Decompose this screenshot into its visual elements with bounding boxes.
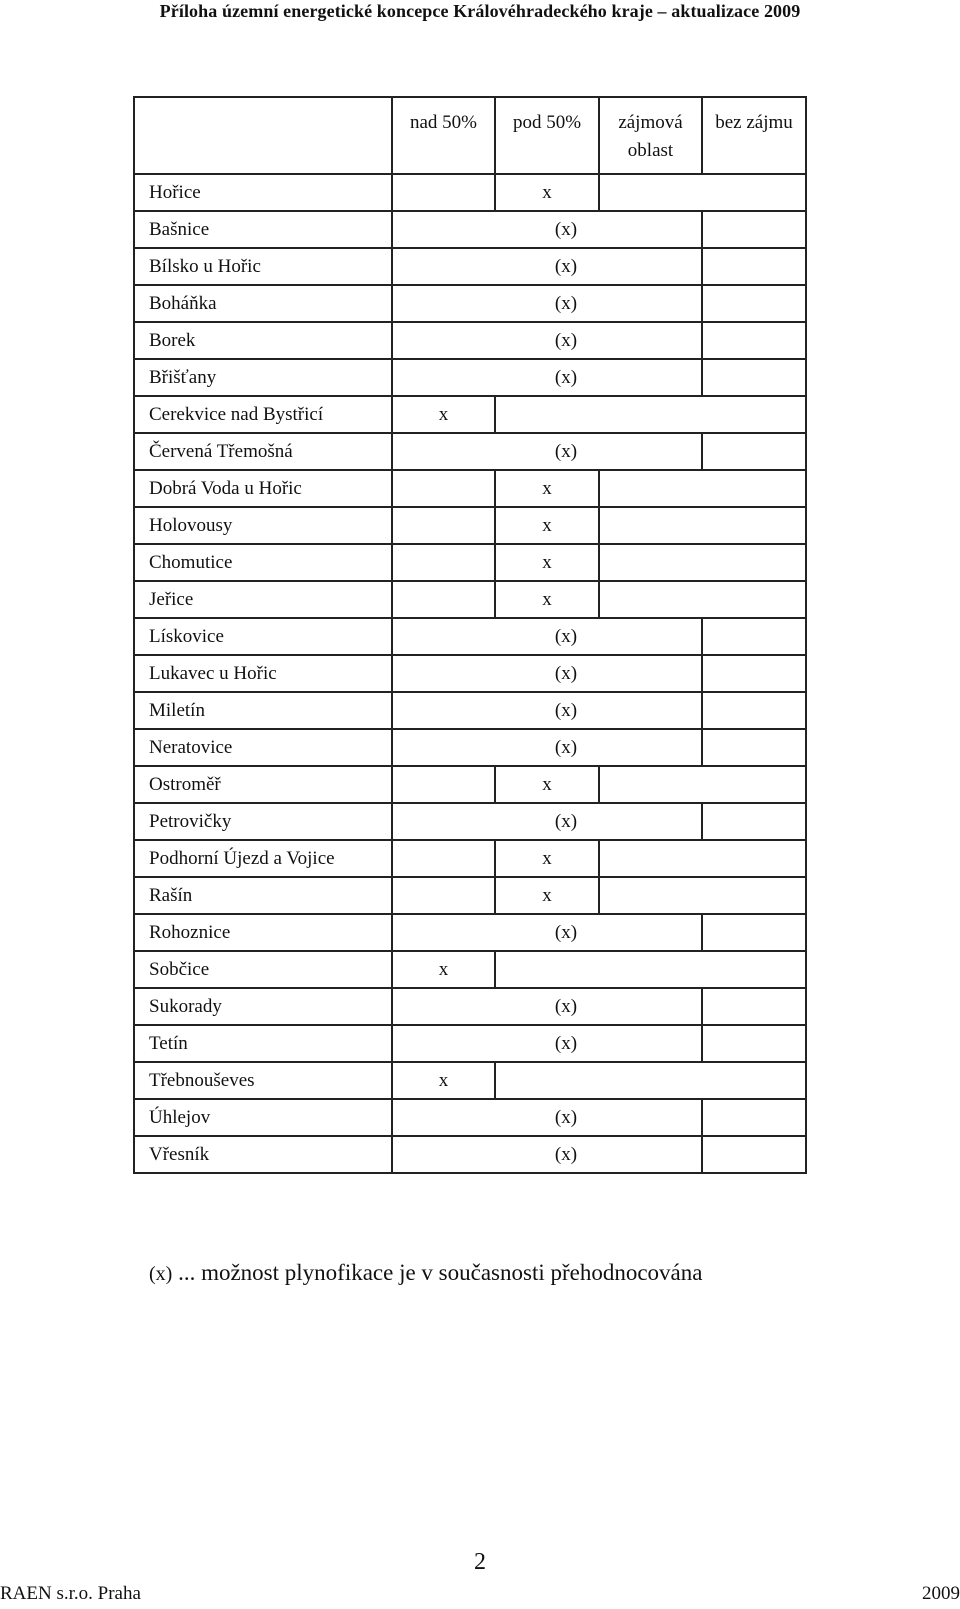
municipality-name: Bílsko u Hořic [134,248,392,285]
empty-cell [599,507,806,544]
municipality-name: Chomutice [134,544,392,581]
table-row [134,1025,806,1062]
mark-cell: (x) [392,1025,702,1062]
mark-cell: x [495,507,599,544]
table-row [134,322,806,359]
mark-cell: (x) [392,285,702,322]
table-row [134,433,806,470]
empty-cell [392,877,495,914]
table-row [134,988,806,1025]
empty-cell [702,655,806,692]
table-row [134,544,806,581]
mark-cell: x [495,174,599,211]
municipality-name: Vřesník [134,1136,392,1173]
empty-cell [599,766,806,803]
table-row [134,766,806,803]
municipality-name: Holovousy [134,507,392,544]
mark-cell: x [495,470,599,507]
municipality-name: Neratovice [134,729,392,766]
column-header: zájmová oblast [599,97,702,174]
empty-cell [599,877,806,914]
table-row [134,729,806,766]
table-row [134,877,806,914]
municipality-name: Tetín [134,1025,392,1062]
mark-cell: (x) [392,359,702,396]
empty-cell [392,470,495,507]
empty-cell [495,951,806,988]
empty-cell [702,618,806,655]
mark-cell: x [495,840,599,877]
legend-symbol: (x) [149,1263,173,1285]
empty-cell [702,1025,806,1062]
municipality-name: Borek [134,322,392,359]
column-header: pod 50% [495,97,599,174]
empty-cell [392,766,495,803]
table-row [134,951,806,988]
municipality-name: Bašnice [134,211,392,248]
municipality-name: Břišťany [134,359,392,396]
mark-cell: x [392,951,495,988]
footer-company: RAEN s.r.o. Praha [0,1583,141,1604]
mark-cell: (x) [392,988,702,1025]
empty-cell [702,803,806,840]
page-header: Příloha územní energetické koncepce Královéhradeckého kraje – aktualizace 2009 [159,1,801,21]
municipality-name: Rašín [134,877,392,914]
empty-cell [702,285,806,322]
empty-cell [702,211,806,248]
table-row [134,1062,806,1099]
mark-cell: (x) [392,618,702,655]
table-row [134,655,806,692]
municipality-name: Sobčice [134,951,392,988]
empty-cell [702,988,806,1025]
municipality-name: Třebnouševes [134,1062,392,1099]
mark-cell: x [392,1062,495,1099]
table-row [134,581,806,618]
page-number: 2 [474,1549,486,1575]
table-row [134,507,806,544]
empty-cell [599,174,806,211]
empty-cell [702,359,806,396]
legend [149,1260,702,1286]
table-row [134,359,806,396]
mark-cell: x [495,877,599,914]
empty-cell [392,544,495,581]
empty-cell [495,1062,806,1099]
empty-cell [599,544,806,581]
legend-text: ... možnost plynofikace je v současnosti přehodnocována [178,1260,703,1285]
empty-cell [702,729,806,766]
mark-cell: (x) [392,803,702,840]
municipality-name: Jeřice [134,581,392,618]
empty-cell [392,581,495,618]
mark-cell: x [495,581,599,618]
municipality-name: Petrovičky [134,803,392,840]
municipality-name: Úhlejov [134,1099,392,1136]
empty-cell [599,581,806,618]
mark-cell: x [495,544,599,581]
table-row [134,618,806,655]
municipality-table [133,96,807,1174]
table-row [134,211,806,248]
mark-cell: (x) [392,248,702,285]
mark-cell: (x) [392,433,702,470]
table-row [134,1099,806,1136]
empty-cell [392,840,495,877]
empty-cell [495,396,806,433]
mark-cell: (x) [392,1099,702,1136]
empty-cell [702,692,806,729]
empty-cell [702,322,806,359]
table-row [134,285,806,322]
empty-cell [702,1099,806,1136]
mark-cell: (x) [392,322,702,359]
table-row [134,692,806,729]
municipality-name: Rohoznice [134,914,392,951]
mark-cell: (x) [392,729,702,766]
table-row [134,1136,806,1173]
municipality-name: Miletín [134,692,392,729]
empty-cell [702,1136,806,1173]
table-row [134,174,806,211]
mark-cell: (x) [392,655,702,692]
empty-cell [702,433,806,470]
mark-cell: x [392,396,495,433]
footer-year: 2009 [922,1583,960,1604]
table-row [134,840,806,877]
table-row [134,396,806,433]
table-header-row [134,97,806,174]
municipality-name: Červená Třemošná [134,433,392,470]
table-row [134,803,806,840]
mark-cell: (x) [392,211,702,248]
municipality-name: Dobrá Voda u Hořic [134,470,392,507]
mark-cell: (x) [392,692,702,729]
mark-cell: (x) [392,914,702,951]
mark-cell: x [495,766,599,803]
municipality-name: Lukavec u Hořic [134,655,392,692]
table-row [134,248,806,285]
municipality-name: Cerekvice nad Bystřicí [134,396,392,433]
mark-cell: (x) [392,1136,702,1173]
municipality-name: Sukorady [134,988,392,1025]
municipality-name: Podhorní Újezd a Vojice [134,840,392,877]
header-blank-cell [134,97,392,174]
municipality-name: Ostroměř [134,766,392,803]
empty-cell [392,507,495,544]
empty-cell [599,840,806,877]
column-header: bez zájmu [702,97,806,174]
municipality-name: Boháňka [134,285,392,322]
empty-cell [392,174,495,211]
municipality-name: Lískovice [134,618,392,655]
table-row [134,470,806,507]
empty-cell [702,914,806,951]
municipality-name: Hořice [134,174,392,211]
table-row [134,914,806,951]
column-header: nad 50% [392,97,495,174]
empty-cell [702,248,806,285]
empty-cell [599,470,806,507]
